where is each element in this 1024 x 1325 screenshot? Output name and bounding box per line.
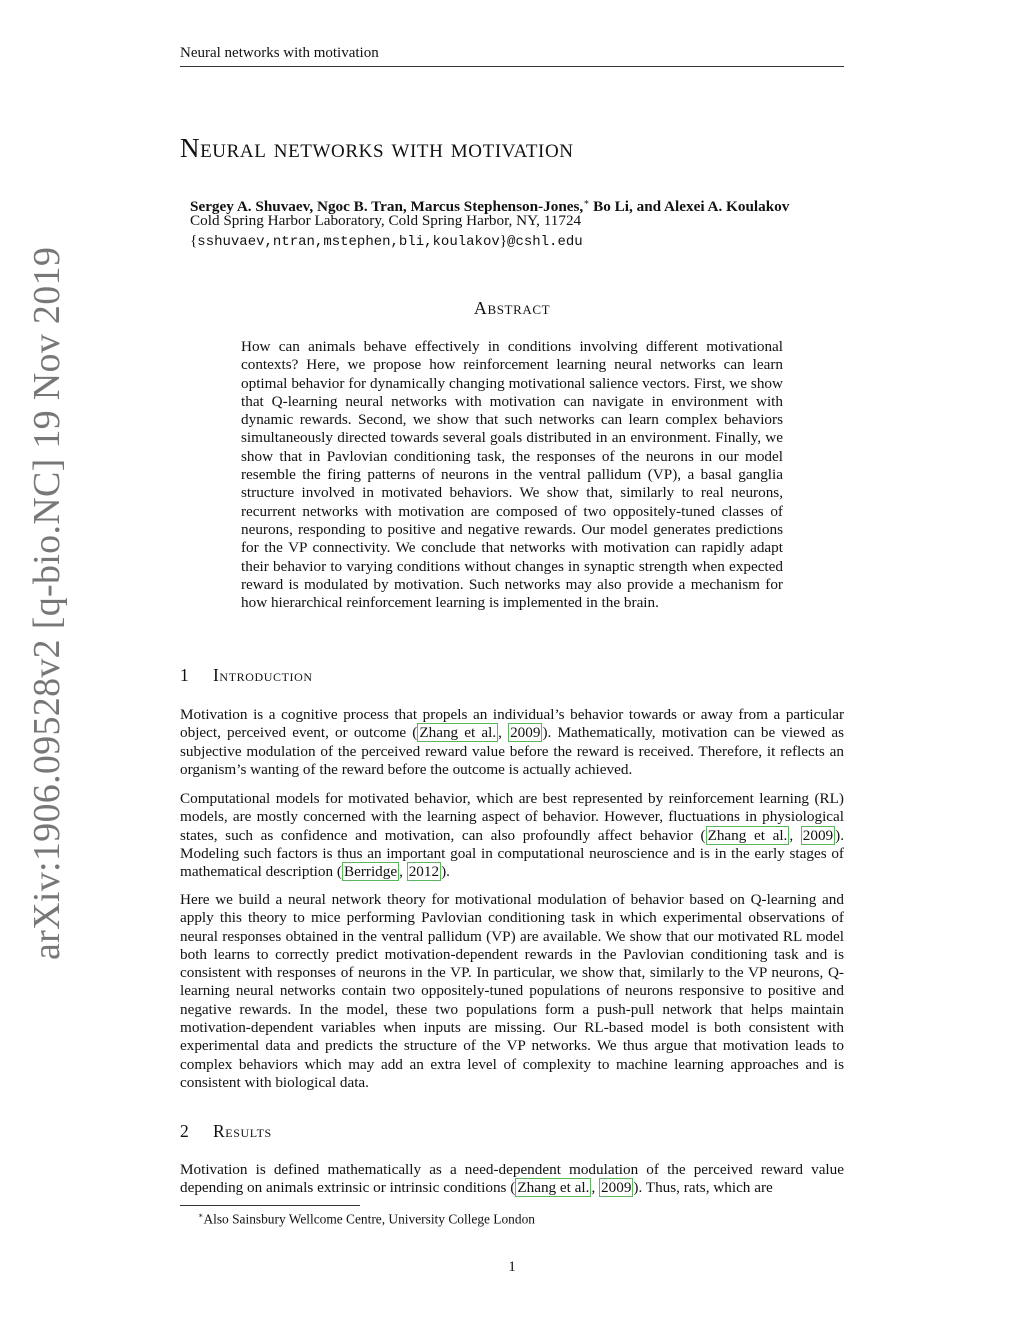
section-title: Introduction [213,665,313,685]
citation-link[interactable]: Zhang et al. [419,724,497,742]
paragraph-text: ). Thus, rats, which are [633,1179,773,1197]
citation-link[interactable]: Zhang et al. [707,826,788,844]
email-brace-close: } [499,232,508,249]
email-brace-open: { [190,232,198,249]
affiliation: Cold Spring Harbor Laboratory, Cold Spring Harbor, NY, 11724 [190,212,582,229]
section-heading-results [180,1120,272,1142]
running-head: Neural networks with motivation [180,44,844,67]
section-number: 1 [180,665,190,685]
results-paragraph-1 [180,1161,844,1198]
author-emails [190,231,583,252]
citation-link[interactable]: Zhang et al. [517,1179,590,1197]
citation-separator: , [789,826,801,844]
footnote [198,1208,535,1227]
paragraph-text: Motivation is defined mathematically as a need-dependent modulation of the perceived reward value depending on animals extrinsic or intrinsic conditions ( [180,1161,844,1197]
citation-separator: , [399,863,407,881]
citation-separator: , [498,724,509,742]
paragraph-text: Computational models for motivated behavior, which are best represented by reinforcement learning (RL) models, are mostly concerned with the learning aspect of behavior. However, fluctuations in physiological states, such as confidence and motivation, can also profoundly affect behavior ( [180,790,844,844]
section-number: 2 [180,1121,190,1141]
authors-rest: Bo Li, and Alexei A. Koulakov [589,198,790,216]
authors-first: Sergey A. Shuvaev, Ngoc B. Tran, Marcus Stephenson-Jones, [190,198,584,216]
footnote-mark: ∗ [198,1211,204,1220]
page-number: 1 [508,1258,516,1275]
paragraph-text: ). [441,863,450,881]
footnote-text: Also Sainsbury Wellcome Centre, University College London [203,1211,535,1227]
footnote-rule [180,1205,360,1206]
citation-separator: , [591,1179,600,1197]
paragraph-text: ). Modeling such factors is thus an important goal in computational neuroscience and is in the early stages of mathematical description ( [180,826,844,881]
intro-paragraph-1 [180,706,844,779]
citation-year-link[interactable]: 2012 [408,863,440,881]
abstract-text: How can animals behave effectively in conditions involving different motivational contexts? Here, we propose how reinforcement learning neural networks can learn optimal behavior for dynamically changing motivational salience vectors. First, we show that Q-learning neural networks with motivation can navigate in environment with dynamic rewards. Second, we show that such networks can learn complex behaviors simultaneously directed towards several goals distributed in an environment. Finally, we show that in Pavlovian conditioning task, the responses of the neurons in our model resemble the firing patterns of neurons in the ventral pallidum (VP), a basal ganglia structure involved in motivated behaviors. We show that, similarly to real neurons, recurrent networks with motivation are composed of two oppositely-tuned classes of neurons, responding to positive and negative rewards. Our model generates predictions for the VP connectivity. We conclude that networks with motivation can rapidly adapt their behavior to varying conditions without changes in synaptic strength when expected reward is modulated by motivation. Such networks may also provide a mechanism for how hierarchical reinforcement learning is implemented in the brain. [241,338,783,612]
arxiv-identifier-stamp[interactable]: arXiv:1906.09528v2 [q-bio.NC] 19 Nov 2019 [26,246,68,960]
citation-link[interactable]: Berridge [343,863,398,881]
paragraph-text: ). Mathematically, motivation can be viewed as subjective modulation of the perceived reward value before the reward is received. Therefore, it reflects an organism’s wanting of the reward before the outcome is actually achieved. [180,724,844,778]
paragraph-text: Motivation is a cognitive process that propels an individual’s behavior towards or away from a particular object, perceived event, or outcome ( [180,706,844,742]
section-title: Results [213,1121,272,1141]
author-footnote-mark[interactable]: ∗ [583,197,590,207]
citation-year-link[interactable]: 2009 [510,724,541,742]
email-users: sshuvaev,ntran,mstephen,bli,koulakov [197,234,500,250]
citation-year-link[interactable]: 2009 [601,1179,632,1197]
intro-paragraph-2 [180,790,844,881]
abstract-heading: Abstract [473,298,551,318]
email-domain: @cshl.edu [507,234,583,250]
citation-year-link[interactable]: 2009 [802,826,834,844]
intro-paragraph-3: Here we build a neural network theory for motivational modulation of behavior based on Q-learning and apply this theory to mice performing Pavlovian conditioning task in which experimental observations of neural responses obtained in the ventral pallidum (VP) are available. We show that our motivated RL model both learns to correctly predict motivation-dependent rewards in the Pavlovian conditioning task and is consistent with responses of neurons in the VP. In particular, we show that, similarly to the VP neurons, Q-learning neural networks contain two oppositely-tuned populations of neurons responsive to positive and negative rewards. In the model, these two populations form a push-pull network that helps maintain motivation-dependent variables when inputs are missing. Our RL-based model is both consistent with experimental data and predicts the structure of the VP networks. We thus argue that motivation leads to complex behaviors which may add an extra level of complexity to machine learning approaches and is consistent with biological data. [180,891,844,1091]
section-heading-introduction [180,664,313,686]
paper-title: Neural networks with motivation [180,133,574,163]
